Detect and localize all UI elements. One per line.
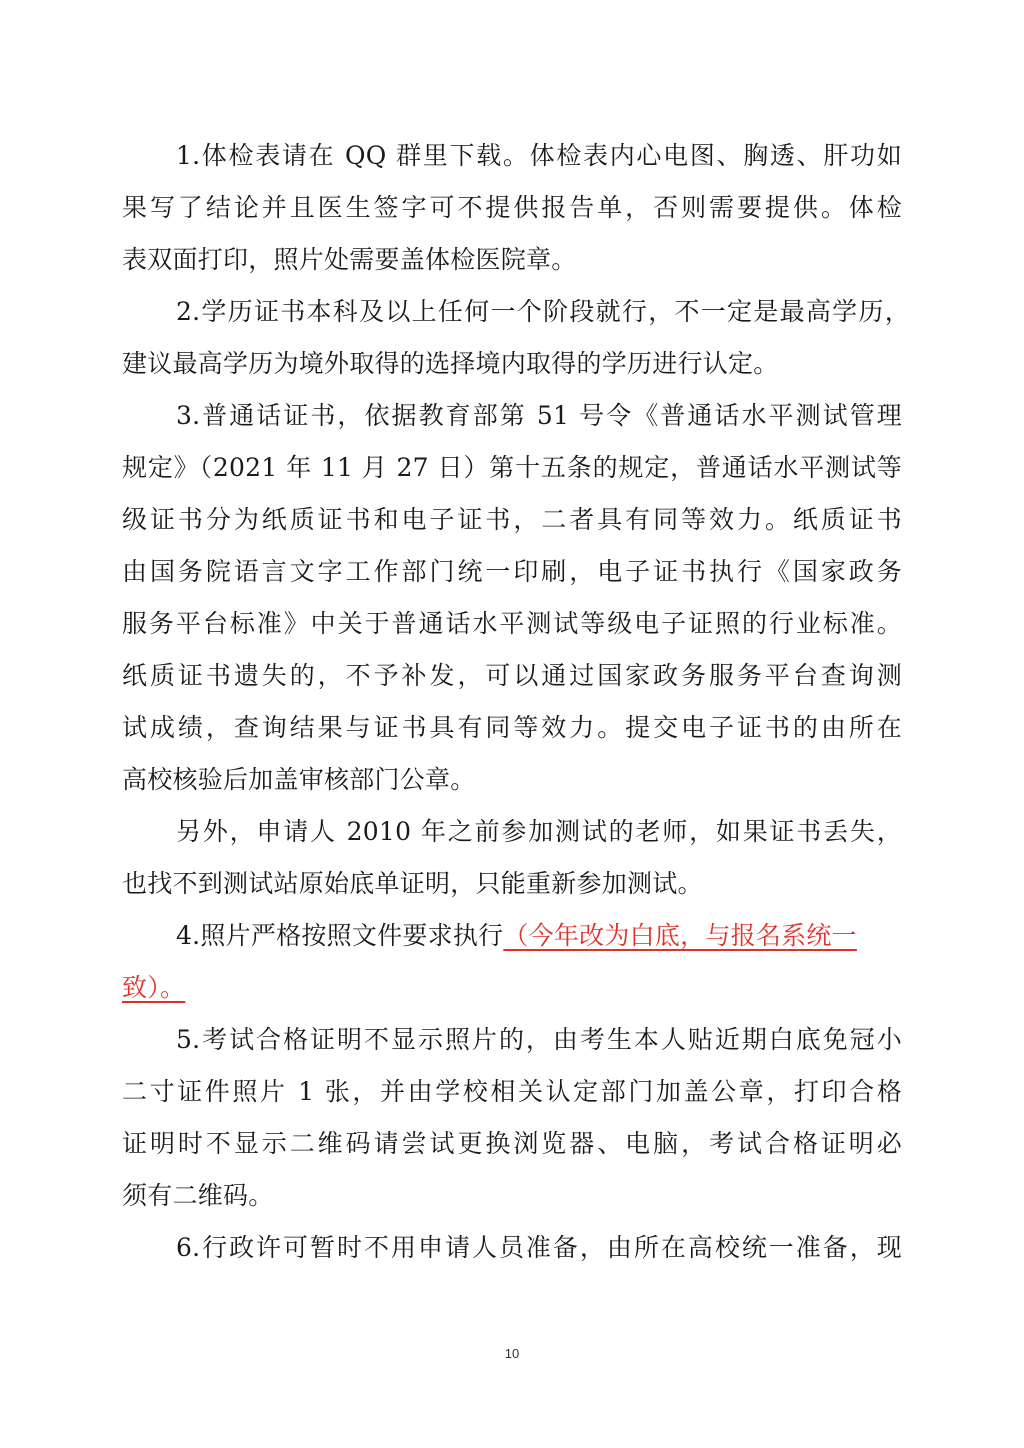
paragraph-3-line-4: 由国务院语言文字工作部门统一印刷，电子证书执行《国家政务 [122,557,902,586]
paragraph-2-line-1: 2.学历证书本科及以上任何一个阶段就行，不一定是最高学历， [176,297,910,326]
paragraph-6-line-4: 须有二维码。 [122,1181,274,1210]
paragraph-5-line-1 [176,920,902,952]
paragraph-1-line-2: 果写了结论并且医生签字可不提供报告单，否则需要提供。体检 [122,193,902,222]
paragraph-6-line-3: 证明时不显示二维码请尝试更换浏览器、电脑，考试合格证明必 [122,1129,902,1158]
paragraph-3-line-6: 纸质证书遗失的，不予补发，可以通过国家政务服务平台查询测 [122,661,902,690]
paragraph-5-text: 4.照片严格按照文件要求执行 [176,921,504,950]
paragraph-3-line-3: 级证书分为纸质证书和电子证书，二者具有同等效力。纸质证书 [122,505,902,534]
paragraph-4-line-1: 另外，申请人 2010 年之前参加测试的老师，如果证书丢失， [176,817,902,846]
highlighted-note-end: 致）。 [122,973,186,1002]
paragraph-6-line-2: 二寸证件照片 1 张，并由学校相关认定部门加盖公章，打印合格 [122,1077,902,1106]
highlighted-note: （今年改为白底，与报名系统一 [503,921,857,950]
paragraph-2-line-2: 建议最高学历为境外取得的选择境内取得的学历进行认定。 [122,349,779,378]
paragraph-4-line-2: 也找不到测试站原始底单证明，只能重新参加测试。 [122,869,703,898]
paragraph-3-line-1: 3.普通话证书，依据教育部第 51 号令《普通话水平测试管理 [176,401,902,430]
paragraph-3-line-5: 服务平台标准》中关于普通话水平测试等级电子证照的行业标准。 [122,609,902,638]
page-number: 10 [504,1346,520,1361]
paragraph-7-line-1: 6.行政许可暂时不用申请人员准备，由所在高校统一准备，现 [176,1233,902,1262]
paragraph-3-line-7: 试成绩，查询结果与证书具有同等效力。提交电子证书的由所在 [122,713,902,742]
paragraph-3-line-2: 规定》（2021 年 11 月 27 日）第十五条的规定，普通话水平测试等 [122,453,902,482]
paragraph-3-line-8: 高校核验后加盖审核部门公章。 [122,765,476,794]
paragraph-1-line-3: 表双面打印，照片处需要盖体检医院章。 [122,245,577,274]
paragraph-5-line-2 [122,972,902,1004]
paragraph-1-line-1: 1.体检表请在 QQ 群里下载。体检表内心电图、胸透、肝功如 [176,141,902,170]
paragraph-6-line-1: 5.考试合格证明不显示照片的，由考生本人贴近期白底免冠小 [176,1025,902,1054]
